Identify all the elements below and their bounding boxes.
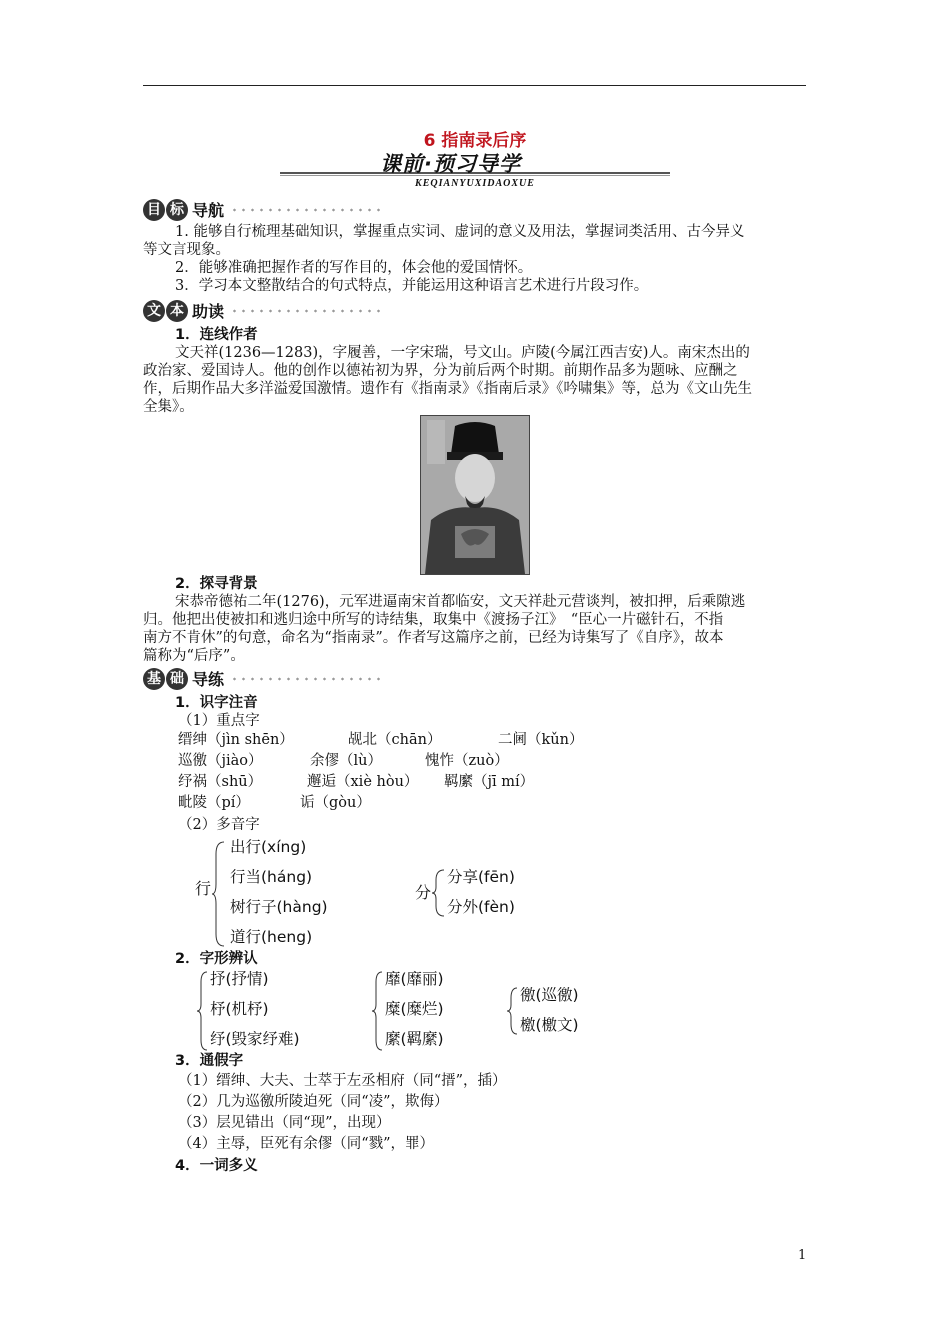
pron-item: 羁縻（jī mí）	[444, 774, 535, 790]
brace-icon	[372, 970, 384, 1052]
section-label: 导练	[192, 670, 225, 689]
subheading-pronunciation: 1．识字注音	[175, 695, 258, 711]
polyphone-char: 分	[415, 883, 432, 902]
banner-text: 课前·预习导学	[380, 152, 521, 176]
glyph-item: 徼(巡徼)	[520, 986, 579, 1004]
background-line: 归。他把出使被扣和逃归途中所写的诗结集，取集中《渡扬子江》 “臣心一片磁针石，不指	[143, 612, 724, 628]
pron-item: 觇北（chān）	[348, 732, 442, 748]
polyphone-reading: 树行子(hàng)	[230, 898, 328, 916]
brace-icon	[432, 868, 446, 918]
loan-item: （4）主辱，臣死有余僇（同“戮”，罪）	[178, 1136, 435, 1152]
pron-item: 毗陵（pí）	[178, 795, 250, 811]
author-line: 政治家、爱国诗人。他的创作以德祐初为界，分为前后两个时期。前期作品多为题咏、应酬之	[143, 363, 738, 379]
polyphone-reading: 行当(háng)	[230, 868, 313, 886]
author-line: 作，后期作品大多洋溢爱国激情。遗作有《指南录》《指南后录》《吟啸集》等，总为《文山先生	[143, 381, 752, 397]
subheading-background: 2．探寻背景	[175, 576, 258, 592]
background-line: 宋恭帝德祐二年(1276)，元军进逼南宋首都临安，文天祥赴元营谈判，被扣押，后乘隙逃	[175, 594, 746, 610]
page-number: 1	[798, 1248, 807, 1263]
glyph-item: 檄(檄文)	[520, 1016, 579, 1034]
pron-item: 巡徼（jiào）	[178, 753, 263, 769]
goal-line: 1. 能够自行梳理基础知识，掌握重点实词、虚词的意义及用法，掌握词类活用、古今异义	[175, 224, 745, 240]
portrait-drawing	[421, 416, 529, 574]
dotted-leader	[230, 675, 380, 683]
pron-item: 余僇（lù）	[310, 753, 382, 769]
goal-line: 2．能够准确把握作者的写作目的，体会他的爱国情怀。	[175, 260, 533, 276]
glyph-item: 縻(羁縻)	[385, 1030, 444, 1048]
pron-item: 邂逅（xiè hòu）	[307, 774, 419, 790]
subheading-loan-chars: 3．通假字	[175, 1053, 244, 1069]
header-rule	[143, 85, 806, 86]
badge-char: 本	[166, 300, 188, 322]
polyphone-reading: 出行(xíng)	[230, 838, 307, 856]
glyph-item: 糜(糜烂)	[385, 1000, 444, 1018]
portrait-image	[420, 415, 530, 575]
brace-icon	[197, 970, 209, 1052]
goal-line: 等文言现象。	[143, 242, 230, 258]
page-title: 6 指南录后序	[423, 131, 527, 151]
section-goals-heading	[143, 198, 380, 222]
polyphone-reading: 分外(fèn)	[447, 898, 515, 916]
section-banner	[280, 150, 670, 176]
glyph-item: 抒(抒情)	[210, 970, 269, 988]
sub-key-chars: （1）重点字	[178, 713, 260, 729]
loan-item: （1）缙绅、大夫、士萃于左丞相府（同“搢”，插）	[178, 1073, 507, 1089]
dotted-leader	[230, 206, 380, 214]
section-practice-heading	[143, 667, 380, 691]
glyph-item: 杼(机杼)	[210, 1000, 269, 1018]
glyph-item: 纾(毁家纾难)	[210, 1030, 300, 1048]
subheading-author: 1．连线作者	[175, 327, 258, 343]
author-line: 全集》。	[143, 399, 194, 415]
pron-item: 诟（gòu）	[300, 795, 371, 811]
banner-pinyin: KEQIANYUXIDAOXUE	[415, 178, 535, 189]
sub-polyphones: （2）多音字	[178, 817, 260, 833]
pron-item: 愧怍（zuò）	[425, 753, 509, 769]
polyphone-reading: 道行(heng)	[230, 928, 313, 946]
badge-char: 文	[143, 300, 165, 322]
polyphone-char: 行	[195, 879, 212, 898]
brace-icon	[212, 840, 226, 948]
badge-char: 目	[143, 199, 165, 221]
subheading-glyphs: 2．字形辨认	[175, 951, 258, 967]
polyphone-reading: 分享(fēn)	[447, 868, 515, 886]
glyph-item: 靡(靡丽)	[385, 970, 444, 988]
subheading-polysemy: 4．一词多义	[175, 1158, 258, 1174]
goal-line: 3．学习本文整散结合的句式特点，并能运用这种语言艺术进行片段习作。	[175, 278, 649, 294]
badge-char: 标	[166, 199, 188, 221]
dotted-leader	[230, 307, 380, 315]
pron-item: 纾祸（shū）	[178, 774, 263, 790]
background-line: 南方不肯休”的句意，命名为“指南录”。作者写这篇序之前，已经为诗集写了《自序》，故本	[143, 630, 724, 646]
pron-item: 缙绅（jìn shēn）	[178, 732, 294, 748]
badge-char: 基	[143, 668, 165, 690]
section-reading-heading	[143, 299, 380, 323]
pron-item: 二阃（kǔn）	[498, 732, 584, 748]
brace-icon	[507, 986, 519, 1036]
background-line: 篇称为“后序”。	[143, 648, 245, 664]
badge-char: 础	[166, 668, 188, 690]
section-label: 助读	[192, 302, 225, 321]
author-line: 文天祥(1236—1283)，字履善，一字宋瑞，号文山。庐陵(今属江西吉安)人。南宋杰出的	[175, 345, 750, 361]
loan-item: （2）几为巡徼所陵迫死（同“凌”，欺侮）	[178, 1094, 449, 1110]
section-label: 导航	[192, 201, 225, 220]
loan-item: （3）层见错出（同“现”，出现）	[178, 1115, 391, 1131]
